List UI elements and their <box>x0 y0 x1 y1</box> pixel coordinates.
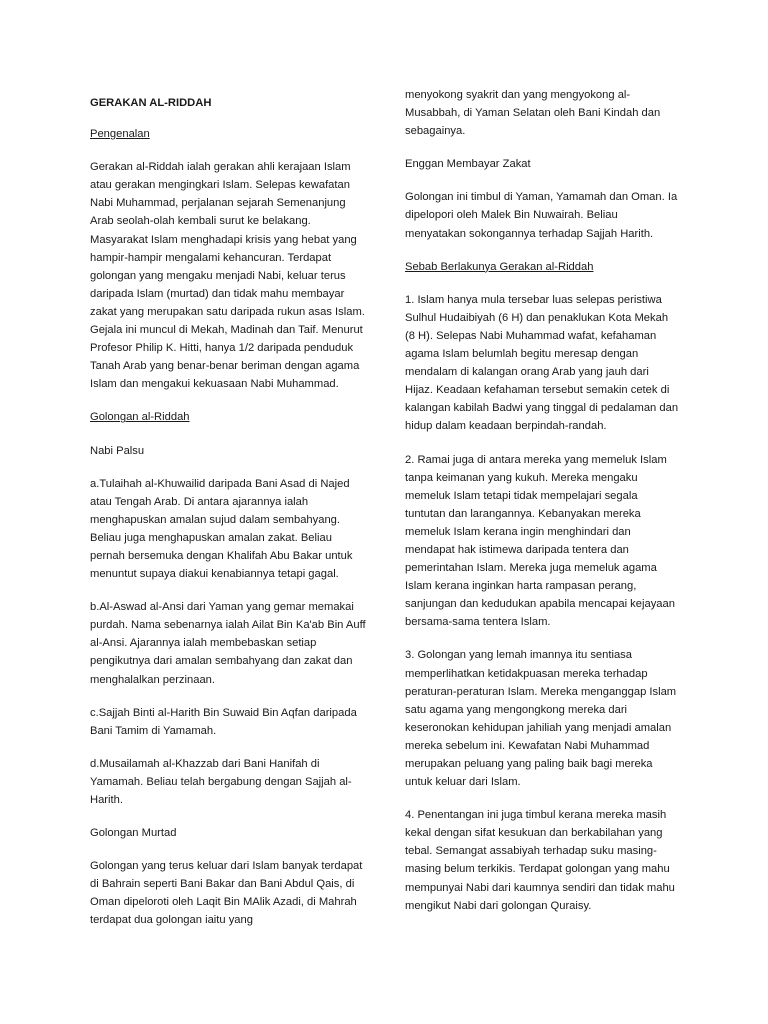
heading-golongan-murtad: Golongan Murtad <box>90 827 177 840</box>
heading-sebab-berlakunya: Sebab Berlakunya Gerakan al-Riddah <box>405 260 594 273</box>
paragraph-intro: Gerakan al-Riddah ialah gerakan ahli kerajaan Islam atau gerakan mengingkari Islam. Selepas kewafatan Nabi Muhammad, perjalanan sejarah Semenanjung Arab seolah-olah kembali surut ke belakang. Masyarakat Islam menghadapi krisis yang hebat yang hampir-hampir mengalami kehancuran. Terdapat golongan yang mengaku menjadi Nabi, keluar terus daripada Islam (murtad) dan tidak mahu membayar zakat yang merupakan satu daripada rukun asas Islam. Gejala ini muncul di Mekah, Madinah dan Taif. Menurut Profesor Philip K. Hitti, hanya 1/2 daripada penduduk Tanah Arab yang benar-benar beriman dengan agama Islam dan mengakui kekuasaan Nabi Muhammad. <box>90 161 365 391</box>
heading-pengenalan: Pengenalan <box>90 128 150 141</box>
document-title: GERAKAN AL-RIDDAH <box>90 97 212 109</box>
paragraph-nabi-palsu-a: a.Tulaihah al-Khuwailid daripada Bani Asad di Najed atau Tengah Arab. Di antara ajarannya ialah menghapuskan amalan sujud dalam sembahyang. Beliau juga menghapuskan amalan zakat. Beliau pernah bersemuka dengan Khalifah Abu Bakar untuk menuntut supaya diakui kenabiannya tetapi gagal. <box>90 477 353 581</box>
paragraph-nabi-palsu-b: b.Al-Aswad al-Ansi dari Yaman yang gemar memakai purdah. Nama sebenarnya ialah Ailat Bin Ka'ab Bin Auff al-Ansi. Ajarannya ialah membebaskan setiap pengikutnya dari amalan sembahyang dan zakat dan menghalalkan perzinaan. <box>90 601 366 686</box>
heading-golongan-al-riddah: Golongan al-Riddah <box>90 411 190 424</box>
paragraph-nabi-palsu-c: c.Sajjah Binti al-Harith Bin Suwaid Bin Aqfan daripada Bani Tamim di Yamamah. <box>90 706 357 737</box>
paragraph-sebab-4: 4. Penentangan ini juga timbul kerana mereka masih kekal dengan sifat kesukuan dan berkabilahan yang tebal. Semangat assabiyah terhadap suku masing-masing belum terkikis. Terdapat golongan yang mahu mempunyai Nabi dari kaumnya sendiri dan tidak mahu mengikut Nabi dari golongan Quraisy. <box>405 809 675 912</box>
heading-nabi-palsu: Nabi Palsu <box>90 444 145 457</box>
paragraph-enggan-membayar-zakat: Golongan ini timbul di Yaman, Yamamah dan Oman. Ia dipelopori oleh Malek Bin Nuwairah. Beliau menyatakan sokongannya terhadap Sajjah Harith. <box>405 191 678 240</box>
paragraph-sebab-1: 1. Islam hanya mula tersebar luas selepas peristiwa Sulhul Hudaibiyah (6 H) dan penaklukan Kota Mekah (8 H). Selepas Nabi Muhammad wafat, kefahaman agama Islam belumlah begitu meresap dengan mendalam di kalangan orang Arab yang jauh dari Hijaz. Keadaan kefahaman tersebut semakin cetek di kalangan kabilah Badwi yang tinggal di pedalaman dan hidup dalam keadaan berpindah-randah. <box>405 293 679 433</box>
left-column <box>90 86 366 945</box>
paragraph-nabi-palsu-d: d.Musailamah al-Khazzab dari Bani Hanifah di Yamamah. Beliau telah bergabung dengan Sajjah al-Harith. <box>90 757 352 806</box>
heading-enggan-membayar-zakat: Enggan Membayar Zakat <box>405 158 531 171</box>
paragraph-sebab-2: 2. Ramai juga di antara mereka yang memeluk Islam tanpa keimanan yang kukuh. Mereka mengaku memeluk Islam tetapi tidak mempelajari segala tuntutan dan larangannya. Kebanyakan mereka memeluk Islam kerana ingin menghindari dan mendapat hak istimewa daripada tentera dan pemerintahan Islam. Mereka juga memeluk agama Islam kerana inginkan harta rampasan perang, sanjungan dan kedudukan apabila mencapai kejayaan bersama-sama tentera Islam. <box>405 453 675 629</box>
right-column <box>405 86 679 930</box>
paragraph-murtad-continued: menyokong syakrit dan yang mengyokong al-Musabbah, di Yaman Selatan oleh Bani Kindah dan sebagainya. <box>405 89 661 138</box>
paragraph-golongan-murtad: Golongan yang terus keluar dari Islam banyak terdapat di Bahrain seperti Bani Bakar dan Bani Abdul Qais, di Oman dipeloroti oleh Laqit Bin MAlik Azadi, di Mahrah terdapat dua golongan iaitu yang <box>90 860 363 927</box>
paragraph-sebab-3: 3. Golongan yang lemah imannya itu sentiasa memperlihatkan ketidakpuasan mereka terhadap peraturan-peraturan Islam. Mereka menganggap Islam satu agama yang mengongkong mereka dari keseronokan kehidupan jahiliah yang menjadi amalan mereka sebelum ini. Kewafatan Nabi Muhammad merupakan peluang yang paling baik bagi mereka untuk keluar dari Islam. <box>405 649 677 789</box>
